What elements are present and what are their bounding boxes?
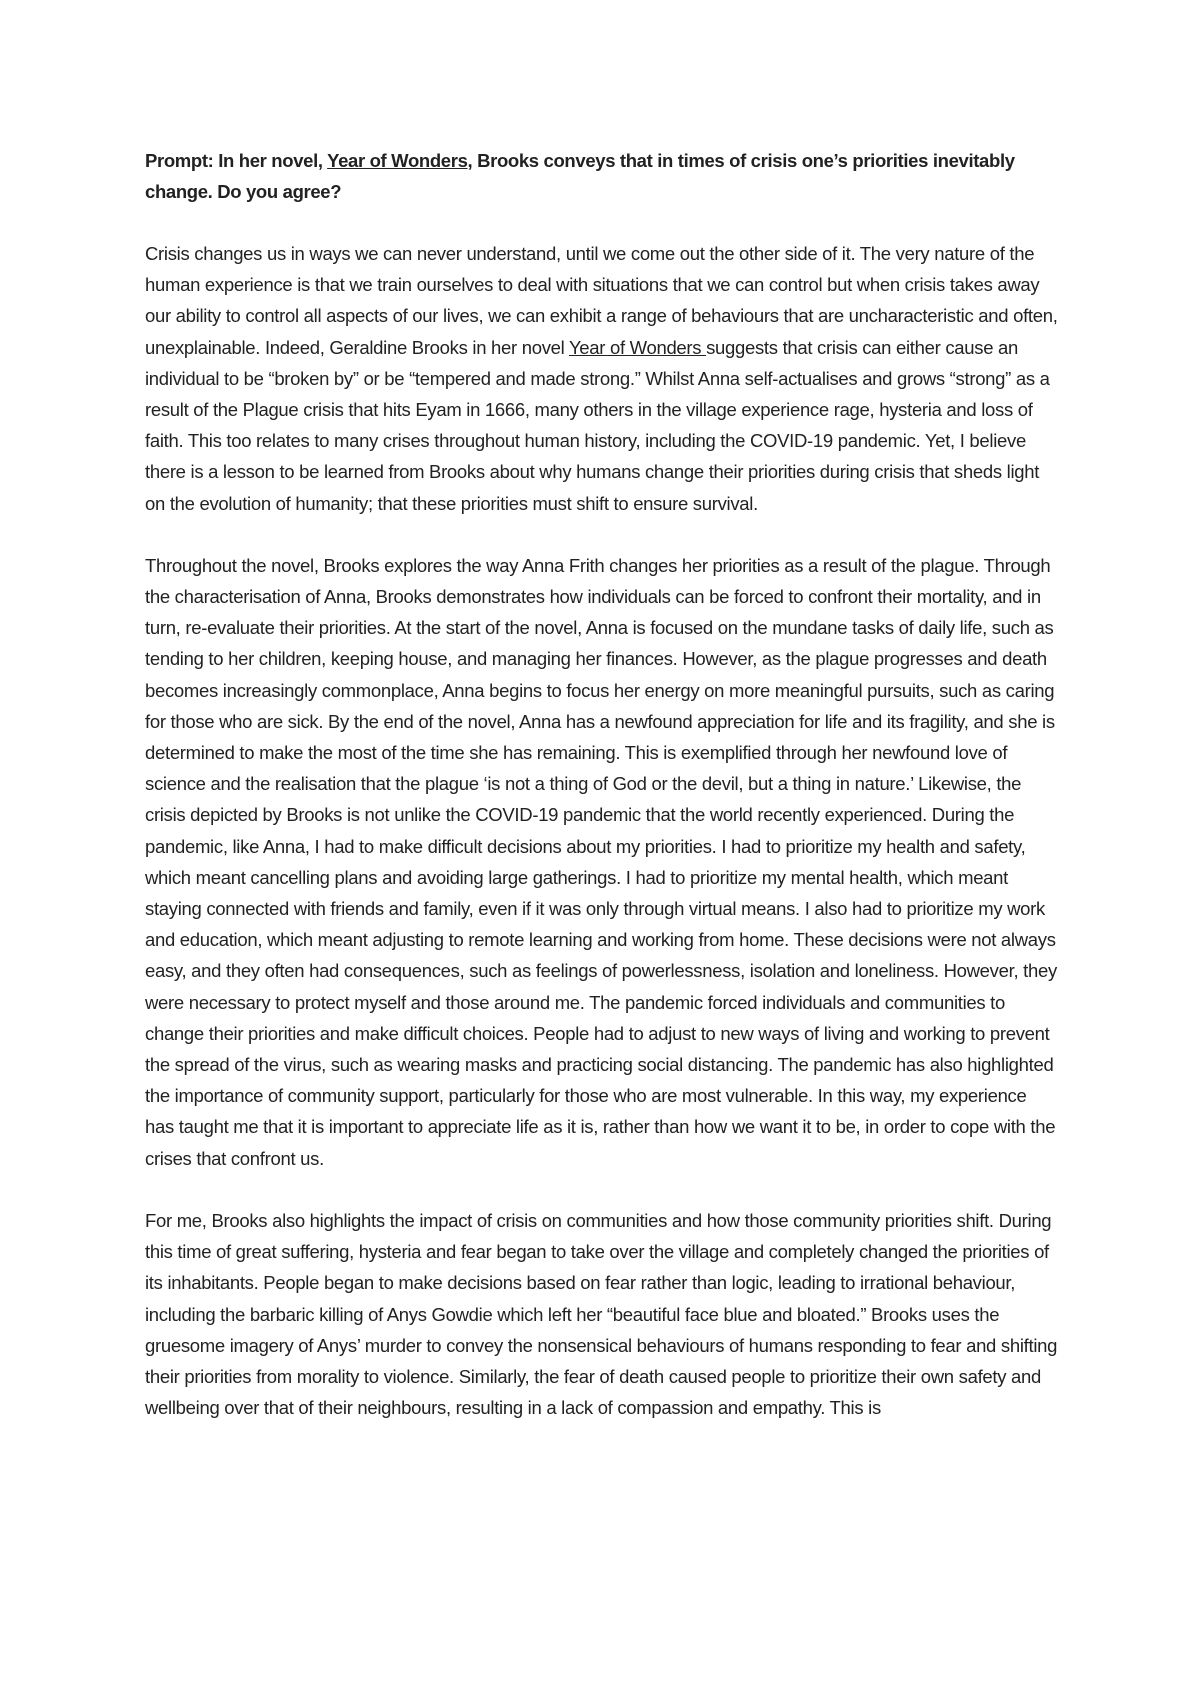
document-body [145, 145, 1060, 1454]
prompt-book-title: Year of Wonders [327, 150, 468, 171]
paragraph-1-part-1: Crisis changes us in ways we can never understand, until we come out the other side of it. The very nature of the human experience is that we train ourselves to deal with situations that we can control but when crisis takes away our ability to control all aspects of our lives, we can exhibit a range of behaviours that are uncharacteristic and often, unexplainable. Indeed, Geraldine Brooks in her novel [145, 243, 1058, 358]
paragraph-body-2: For me, Brooks also highlights the impact of crisis on communities and how those community priorities shift. During this time of great suffering, hysteria and fear began to take over the village and completely changed the priorities of its inhabitants. People began to make decisions based on fear rather than logic, leading to irrational behaviour, including the barbaric killing of Anys Gowdie which left her “beautiful face blue and bloated.” Brooks uses the gruesome imagery of Anys’ murder to convey the nonsensical behaviours of humans responding to fear and shifting their priorities from morality to violence. Similarly, the fear of death caused people to prioritize their own safety and wellbeing over that of their neighbours, resulting in a lack of compassion and empathy. This is [145, 1209, 1058, 1419]
paragraph-body-1: Throughout the novel, Brooks explores the way Anna Frith changes her priorities as a result of the plague. Through the characterisation of Anna, Brooks demonstrates how individuals can be forced to confront their mortality, and in turn, re-evaluate their priorities. At the start of the novel, Anna is focused on the mundane tasks of daily life, such as tending to her children, keeping house, and managing her finances. However, as the plague progresses and death becomes increasingly commonplace, Anna begins to focus her energy on more meaningful pursuits, such as caring for those who are sick. By the end of the novel, Anna has a newfound appreciation for life and its fragility, and she is determined to make the most of the time she has remaining. This is exemplified through her newfound love of science and the realisation that the plague ‘is not a thing of God or the devil, but a thing in nature.’ Likewise, the crisis depicted by Brooks is not unlike the COVID-19 pandemic that the world recently experienced. During the pandemic, like Anna, I had to make difficult decisions about my priorities. I had to prioritize my health and safety, which meant cancelling plans and avoiding large gatherings. I had to prioritize my mental health, which meant staying connected with friends and family, even if it was only through virtual means. I also had to prioritize my work and education, which meant adjusting to remote learning and working from home. These decisions were not always easy, and they often had consequences, such as feelings of powerlessness, isolation and loneliness. However, they were necessary to protect myself and those around me. The pandemic forced individuals and communities to change their priorities and make difficult choices. People had to adjust to new ways of living and working to prevent the spread of the virus, such as wearing masks and practicing social distancing. The pandemic has also highlighted the importance of community support, particularly for those who are most vulnerable. In this way, my experience has taught me that it is important to appreciate life as it is, rather than how we want it to be, in order to cope with the crises that confront us. [145, 554, 1057, 1169]
prompt-lead: Prompt: In her novel, [145, 150, 328, 171]
paragraph-1-part-2: suggests that crisis can either cause an individual to be “broken by” or be “tempered and made strong.” Whilst Anna self-actualises and grows “strong” as a result of the Plague crisis that hits Eyam in 1666, many others in the village experience rage, hysteria and loss of faith. This too relates to many crises throughout human history, including the COVID-19 pandemic. Yet, I believe there is a lesson to be learned from Brooks about why humans change their priorities during crisis that sheds light on the evolution of humanity; that these priorities must shift to ensure survival. [145, 336, 1050, 514]
paragraph-1-book-title: Year of Wonders [568, 336, 707, 358]
essay-prompt [145, 145, 1060, 207]
prompt-rest: , Brooks conveys that in times of crisis one’s priorities inevitably change. Do you agree? [145, 150, 1015, 202]
paragraph-introduction [145, 238, 1060, 519]
